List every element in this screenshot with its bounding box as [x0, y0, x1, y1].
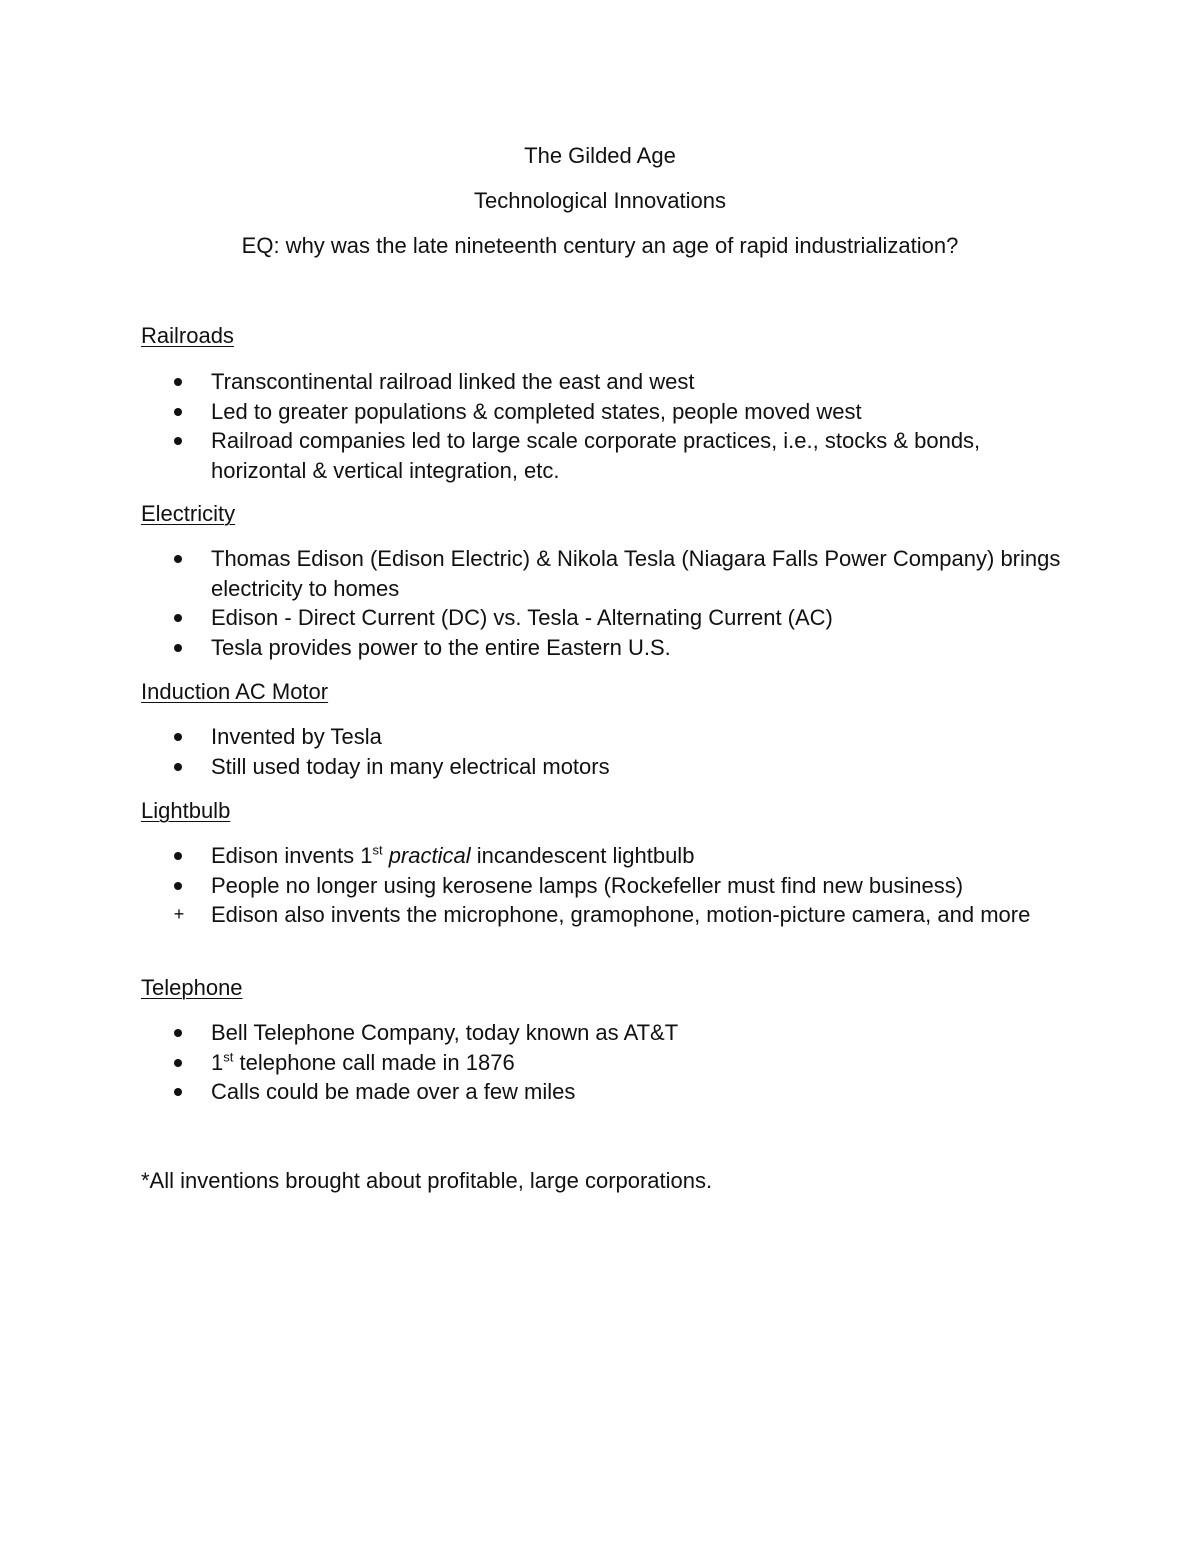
list-item	[141, 367, 1061, 397]
list-item-text: Thomas Edison (Edison Electric) & Nikola Tesla (Niagara Falls Power Company) brings electricity to homes	[211, 546, 1061, 601]
bullet-icon	[174, 763, 182, 771]
section-heading-electricity: Electricity	[141, 501, 236, 526]
list-item	[141, 544, 1061, 603]
list-item	[141, 841, 1061, 871]
document-title: The Gilded Age	[524, 143, 676, 168]
bullet-icon	[174, 1029, 182, 1037]
list-item-text: 1st telephone call made in 1876	[211, 1049, 515, 1075]
bullet-icon	[174, 1088, 182, 1096]
list-item-text: Edison also invents the microphone, gramophone, motion-picture camera, and more	[211, 902, 1031, 927]
list-item	[141, 397, 1061, 427]
lightbulb-list	[141, 841, 1061, 930]
section-heading-telephone: Telephone	[141, 975, 243, 1000]
list-item	[141, 722, 1061, 752]
list-item	[141, 426, 1061, 485]
electricity-list	[141, 544, 1061, 662]
plus-icon: +	[173, 904, 185, 924]
railroads-list	[141, 367, 1061, 485]
list-item-text: Railroad companies led to large scale corporate practices, i.e., stocks & bonds, horizontal & vertical integration, etc.	[211, 428, 981, 483]
list-item-text: Still used today in many electrical motors	[211, 753, 610, 779]
list-item	[141, 633, 1061, 663]
bullet-icon	[174, 614, 182, 622]
bullet-icon	[174, 852, 182, 860]
list-item-text: People no longer using kerosene lamps (Rockefeller must find new business)	[211, 872, 964, 898]
section-heading-railroads: Railroads	[141, 323, 234, 348]
list-item-text: Edison invents 1st practical incandescent lightbulb	[211, 842, 695, 868]
list-item	[141, 1077, 1061, 1107]
bullet-icon	[174, 1059, 182, 1067]
bullet-icon	[174, 733, 182, 741]
bullet-icon	[174, 644, 182, 652]
bullet-icon	[174, 378, 182, 386]
telephone-list	[141, 1018, 1061, 1107]
list-item	[141, 1018, 1061, 1048]
bullet-icon	[174, 555, 182, 563]
list-item-text: Led to greater populations & completed states, people moved west	[211, 398, 862, 424]
list-item-text: Calls could be made over a few miles	[211, 1079, 576, 1104]
list-item-text: Invented by Tesla	[211, 724, 382, 749]
footnote: *All inventions brought about profitable, large corporations.	[141, 1168, 713, 1193]
list-item-text: Transcontinental railroad linked the east and west	[211, 369, 695, 394]
bullet-icon	[174, 882, 182, 890]
bullet-icon	[174, 437, 182, 445]
bullet-icon	[174, 408, 182, 416]
list-item	[141, 1048, 1061, 1078]
section-heading-induction-motor: Induction AC Motor	[141, 679, 329, 704]
essential-question: EQ: why was the late nineteenth century an age of rapid industrialization?	[241, 233, 959, 258]
list-item-text: Bell Telephone Company, today known as AT&T	[211, 1020, 679, 1045]
induction-motor-list	[141, 722, 1061, 781]
document-subtitle: Technological Innovations	[474, 188, 726, 213]
list-item	[141, 871, 1061, 901]
list-item	[141, 900, 1061, 930]
list-item-text: Tesla provides power to the entire Eastern U.S.	[211, 634, 671, 660]
list-item	[141, 752, 1061, 782]
section-heading-lightbulb: Lightbulb	[141, 798, 231, 823]
list-item	[141, 603, 1061, 633]
list-item-text: Edison - Direct Current (DC) vs. Tesla - Alternating Current (AC)	[211, 605, 833, 630]
